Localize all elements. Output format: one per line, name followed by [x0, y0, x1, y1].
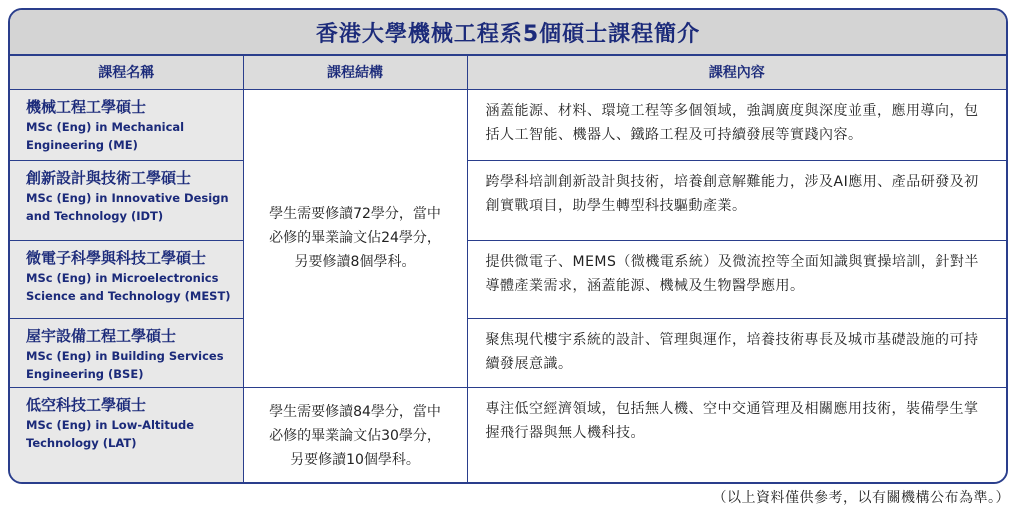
header-course-content: 課程內容: [467, 56, 1006, 89]
course-structure-cell: [243, 89, 467, 387]
course-name-zh: 低空科技工學碩士: [26, 395, 147, 414]
course-content-text: 跨學科培訓創新設計與技術，培養創意解難能力，涉及AI應用、產品研發及初創實戰項目，助學生轉型科技驅動產業。: [485, 173, 979, 214]
course-content-cell: [467, 387, 1006, 484]
structure-line: 另要修讀10個學科。: [290, 451, 420, 468]
table-row: [10, 387, 1006, 484]
course-name-en-line2: and Technology (IDT): [26, 208, 164, 223]
course-name-en-line1: MSc (Eng) in Mechanical: [26, 119, 185, 134]
course-name-zh: 微電子科學與科技工學碩士: [26, 248, 207, 267]
course-name-cell: [10, 240, 243, 318]
footnote: （以上資料僅供參考，以有關機構公布為準。）: [712, 490, 1010, 506]
course-name-en-line2: Engineering (ME): [26, 137, 138, 152]
course-content-text: 涵蓋能源、材料、環境工程等多個領域，強調廣度與深度並重，應用導向，包括人工智能、機器人、鐵路工程及可持續發展等實踐內容。: [485, 102, 979, 143]
table-row: [10, 240, 1006, 318]
table-row: [10, 160, 1006, 240]
page-title: 香港大學機械工程系5個碩士課程簡介: [315, 21, 701, 47]
course-name-en-line1: MSc (Eng) in Building Services: [26, 348, 224, 363]
structure-line: 另要修讀8個學科。: [294, 254, 416, 270]
table-header-row: [10, 56, 1006, 89]
course-table-frame: [8, 8, 1008, 484]
course-content-text: 提供微電子、MEMS（微機電系統）及微流控等全面知識與實操培訓，針對半導體產業需求，涵蓋能源、機械及生物醫學應用。: [485, 253, 979, 294]
course-name-en-line1: MSc (Eng) in Low-Altitude: [26, 417, 195, 432]
course-name-en-line2: Engineering (BSE): [26, 366, 144, 381]
structure-line: 學生需要修讀72學分，當中: [269, 206, 441, 222]
course-content-cell: [467, 318, 1006, 387]
course-name-en-line2: Science and Technology (MEST): [26, 288, 231, 303]
course-content-text: 聚焦現代樓宇系統的設計、管理與運作，培養技術專長及城市基礎設施的可持續發展意識。: [485, 331, 979, 372]
course-name-cell: [10, 387, 243, 484]
course-content-cell: [467, 89, 1006, 160]
course-name-zh: 創新設計與技術工學碩士: [26, 168, 192, 187]
course-name-cell: [10, 160, 243, 240]
title-bar: [10, 10, 1006, 56]
course-structure-cell: [243, 387, 467, 484]
structure-line: 必修的畢業論文佔30學分，: [269, 427, 441, 444]
table-row: [10, 318, 1006, 387]
header-course-structure: 課程結構: [243, 56, 467, 89]
course-content-text: 專注低空經濟領域，包括無人機、空中交通管理及相關應用技術，裝備學生掌握飛行器與無人機科技。: [485, 400, 979, 441]
course-name-cell: [10, 89, 243, 160]
course-name-en-line2: Technology (LAT): [26, 435, 137, 450]
course-name-zh: 屋宇設備工程工學碩士: [26, 326, 177, 345]
table-row: [10, 89, 1006, 160]
course-content-cell: [467, 160, 1006, 240]
course-content-cell: [467, 240, 1006, 318]
course-table: [10, 56, 1006, 484]
course-name-en-line1: MSc (Eng) in Microelectronics: [26, 270, 219, 285]
course-name-en-line1: MSc (Eng) in Innovative Design: [26, 190, 229, 205]
structure-line: 學生需要修讀84學分，當中: [269, 403, 441, 420]
course-name-zh: 機械工程工學碩士: [26, 97, 147, 116]
structure-line: 必修的畢業論文佔24學分，: [269, 230, 441, 246]
course-name-cell: [10, 318, 243, 387]
header-course-name: 課程名稱: [10, 56, 243, 89]
